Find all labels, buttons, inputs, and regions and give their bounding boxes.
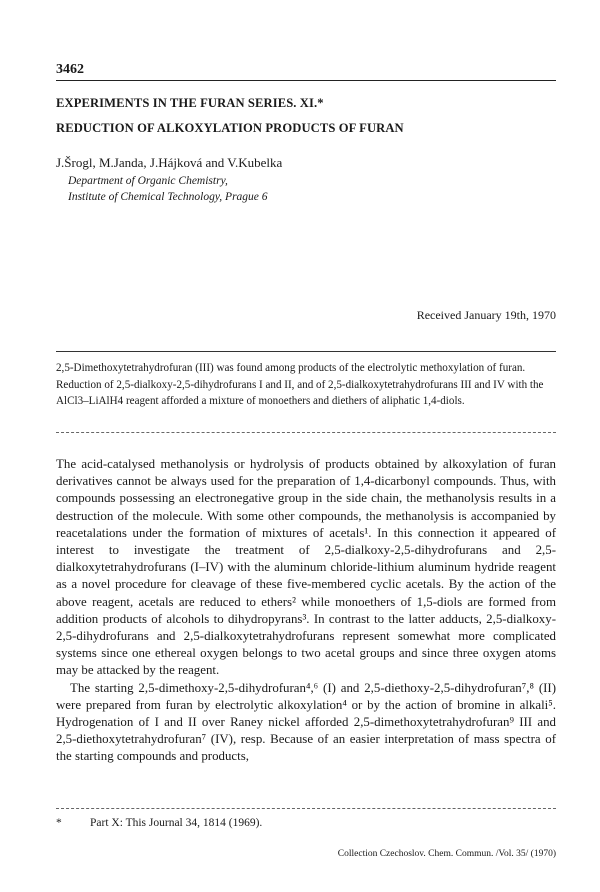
abstract-bottom-rule: [56, 432, 556, 433]
affiliation-line1: Department of Organic Chemistry,: [68, 175, 228, 187]
footnote: [56, 817, 262, 829]
body-paragraph: The acid-catalysed methanolysis or hydrolysis of products obtained by alkoxylation of furan derivatives cannot be always used for the preparation of 1,4-dicarbonyl compounds. Thus, with compounds possessing an electronegative group in the side chain, the methanolysis results in a destruction of the molecule. With some other compounds, the methanolysis is accompanied by reacetalations under the formation of mixtures of acetals¹. In this connection it appeared of interest to investigate the treatment of 2,5-dialkoxy-2,5-dihydrofurans and 2,5-dialkoxytetrahydrofurans (I–IV) with the aluminum chloride-lithium aluminum hydride reagent as a novel procedure for cleavage of these five-membered cyclic acetals. By the action of the above reagent, acetals are reduced to ethers² while monoethers of 1,5-diols are formed from addition products of alcohols to dihydropyrans³. In contrast to the latter adducts, 2,5-dialkoxy-2,5-dihydrofurans and 2,5-dialkoxytetrahydrofurans represent somewhat more complicated systems since one ethereal oxygen belongs to two acetal groups and since three oxygen atoms may be attacked by the reagent.: [56, 457, 556, 678]
abstract: 2,5-Dimethoxytetrahydrofuran (III) was found among products of the electrolytic methoxylation of furan. Reduction of 2,5-dialkoxy-2,5-dihydrofurans I and II, and of 2,5-dialkoxytetrahydrofurans III and IV with the AlCl3–LiAlH4 reagent afforded a mixture of monoethers and diethers of aliphatic 1,4-diols.: [56, 362, 544, 407]
abstract-top-rule: [56, 351, 556, 352]
journal-citation: Collection Czechoslov. Chem. Commun. /Vol. 35/ (1970): [337, 849, 556, 859]
article-title-line2: REDUCTION OF ALKOXYLATION PRODUCTS OF FURAN: [56, 121, 404, 135]
body-text: [56, 456, 556, 766]
body-paragraph: The starting 2,5-dimethoxy-2,5-dihydrofuran⁴,⁶ (I) and 2,5-diethoxy-2,5-dihydrofuran⁷,⁸ (II) were prepared from furan by electrolytic alkoxylation⁴ or by the action of bromine in alkali⁵. Hydrogenation of I and II over Raney nickel afforded 2,5-dimethoxytetrahydrofuran⁹ III and 2,5-diethoxytetrahydrofuran⁷ (IV), resp. Because of an easier interpretation of mass spectra of the starting compounds and products,: [56, 680, 556, 764]
header-rule: [56, 80, 556, 81]
footnote-rule: [56, 808, 556, 809]
received-date: Received January 19th, 1970: [416, 308, 556, 322]
affiliation-line2: Institute of Chemical Technology, Prague 6: [68, 191, 268, 203]
footnote-mark: *: [56, 817, 62, 829]
authors: J.Šrogl, M.Janda, J.Hájková and V.Kubelka: [56, 155, 283, 170]
footnote-text: Part X: This Journal 34, 1814 (1969).: [90, 817, 263, 829]
article-title-line1: EXPERIMENTS IN THE FURAN SERIES. XI.*: [56, 96, 324, 110]
page-number: 3462: [56, 62, 84, 77]
